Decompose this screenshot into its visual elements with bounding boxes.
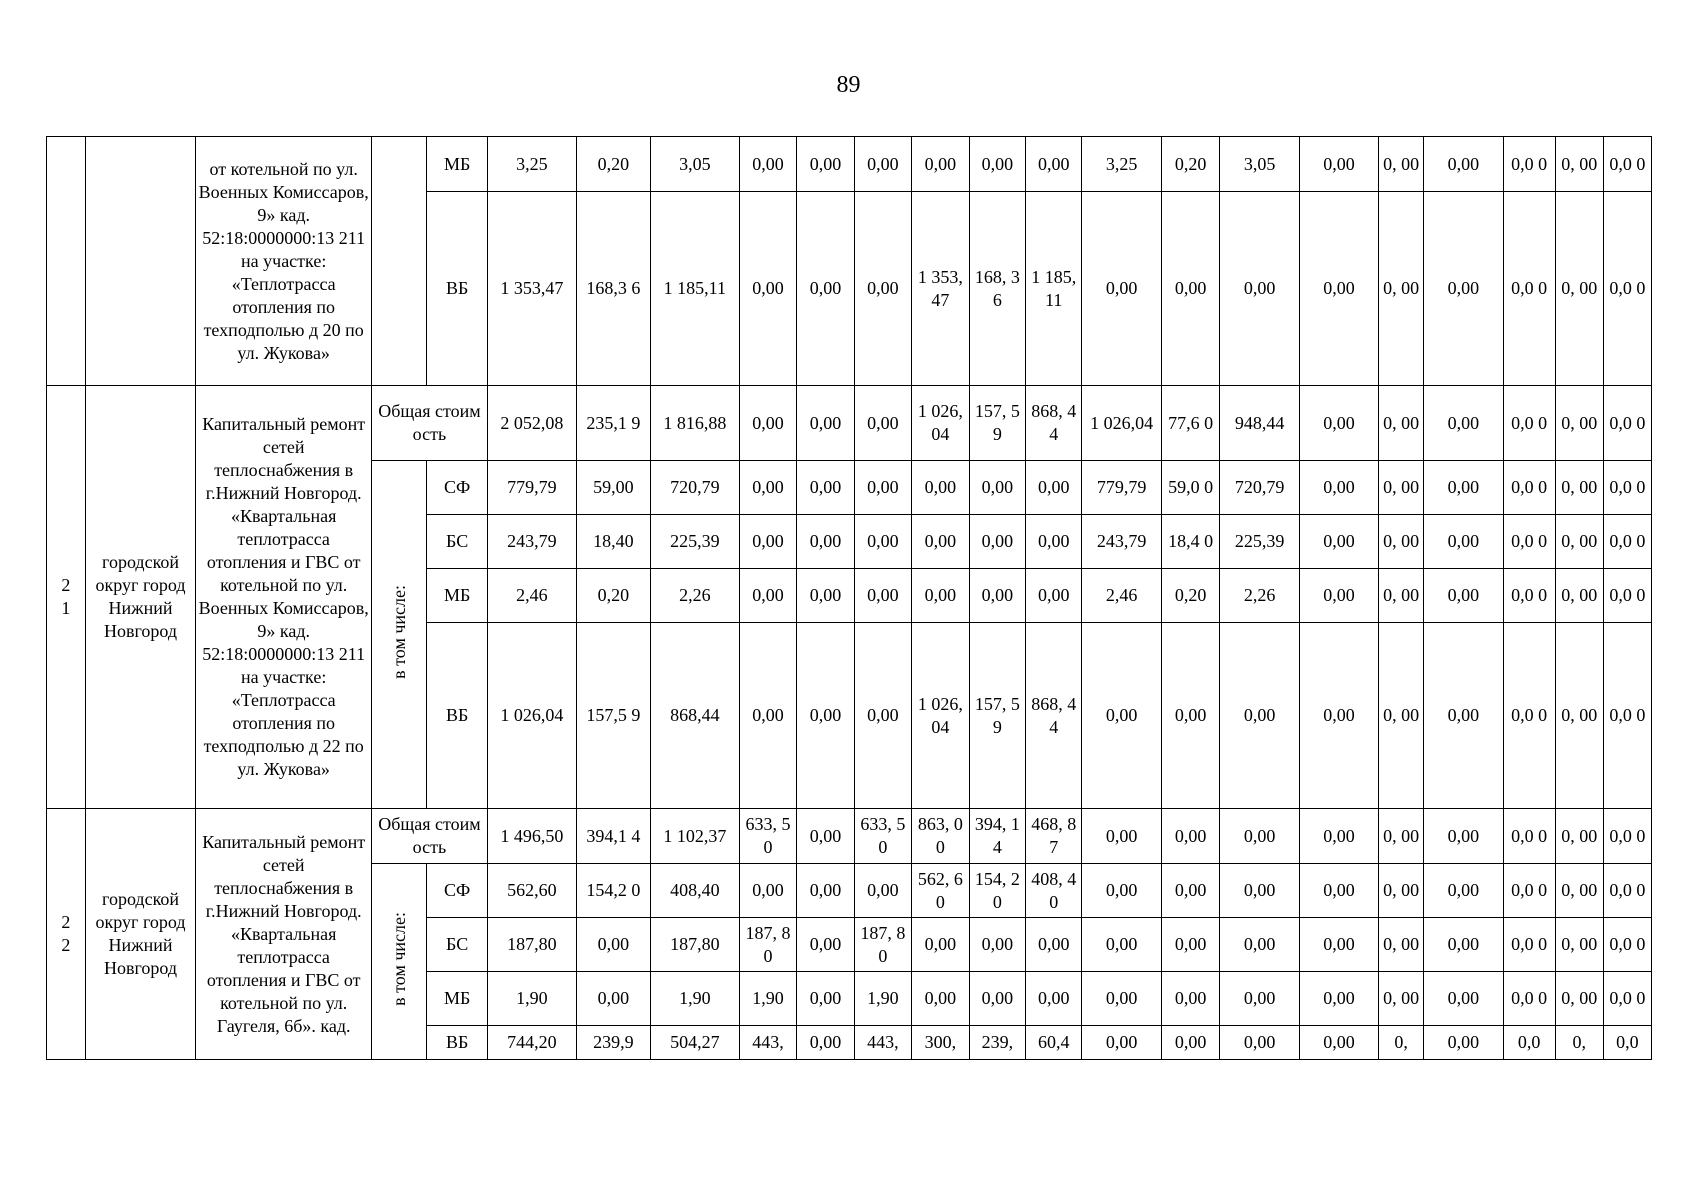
value-cell: 0, 00	[1379, 569, 1424, 623]
value-cell: 0,20	[576, 569, 650, 623]
value-cell: 868,44	[650, 623, 739, 809]
value-cell: 0,00	[969, 461, 1025, 515]
value-cell: 720,79	[1220, 461, 1299, 515]
value-cell: 0,00	[1299, 569, 1378, 623]
value-cell: 0,00	[1220, 809, 1299, 864]
value-cell: 0,0 0	[1603, 809, 1651, 864]
value-cell: 0,00	[1161, 192, 1220, 386]
value-cell: 0,00	[1161, 918, 1220, 972]
value-cell: 0,00	[854, 623, 911, 809]
value-cell: 1,90	[739, 972, 796, 1026]
value-cell: 0, 00	[1379, 864, 1424, 918]
value-cell: 0, 00	[1379, 809, 1424, 864]
value-cell: 1 026, 04	[912, 386, 969, 461]
value-cell: 59,00	[576, 461, 650, 515]
value-cell: 0,20	[576, 137, 650, 192]
value-cell: 0,00	[1424, 515, 1503, 569]
value-cell: 0,00	[797, 864, 854, 918]
value-cell: 633, 50	[739, 809, 796, 864]
value-cell: 2,26	[1220, 569, 1299, 623]
value-cell: 0,0 0	[1603, 972, 1651, 1026]
value-cell: 187, 80	[739, 918, 796, 972]
value-cell: 0,00	[1026, 461, 1082, 515]
value-cell: 0,	[1555, 1026, 1603, 1060]
value-cell: 0,00	[969, 137, 1025, 192]
value-cell: 0,00	[912, 972, 969, 1026]
value-cell: 468, 87	[1026, 809, 1082, 864]
value-cell: 0,0 0	[1603, 192, 1651, 386]
value-cell: 1 185, 11	[1026, 192, 1082, 386]
value-cell: 0,00	[576, 972, 650, 1026]
value-cell: 863, 00	[912, 809, 969, 864]
value-cell: 868, 44	[1026, 386, 1082, 461]
value-cell: 0,00	[1220, 1026, 1299, 1060]
value-cell: 0,00	[1424, 386, 1503, 461]
value-cell: 3,25	[1082, 137, 1161, 192]
value-cell: 0,00	[1424, 918, 1503, 972]
incl-cell	[371, 137, 426, 386]
funding-source-label: БС	[427, 515, 488, 569]
value-cell: 3,05	[650, 137, 739, 192]
value-cell: 0, 00	[1555, 386, 1603, 461]
value-cell: 443,	[739, 1026, 796, 1060]
value-cell: 0,00	[739, 192, 796, 386]
value-cell: 0,00	[1082, 1026, 1161, 1060]
value-cell: 0,00	[797, 515, 854, 569]
municipality-cell: городской округ город Нижний Новгород	[85, 809, 196, 1060]
value-cell: 0,0 0	[1503, 918, 1555, 972]
value-cell: 0, 00	[1555, 137, 1603, 192]
value-cell: 2,26	[650, 569, 739, 623]
value-cell: 0,00	[1299, 192, 1378, 386]
value-cell: 1 185,11	[650, 192, 739, 386]
value-cell: 0,00	[1424, 809, 1503, 864]
funding-source-label: МБ	[427, 972, 488, 1026]
value-cell: 1,90	[854, 972, 911, 1026]
project-description: Капитальный ремонт сетей теплоснабжения в г.Нижний Новгород. «Квартальная теплотрасса отопления и ГВС от котельной по ул. Гаугеля, 6б». кад.	[196, 809, 372, 1060]
value-cell: 187,80	[487, 918, 576, 972]
value-cell: 0,00	[1299, 1026, 1378, 1060]
value-cell: 0,20	[1161, 137, 1220, 192]
table-row	[47, 809, 1652, 864]
value-cell: 0,00	[797, 137, 854, 192]
value-cell: 0,0 0	[1603, 386, 1651, 461]
value-cell: 0,00	[1026, 972, 1082, 1026]
value-cell: 0,00	[1220, 864, 1299, 918]
value-cell: 0,00	[1161, 1026, 1220, 1060]
value-cell: 562, 60	[912, 864, 969, 918]
value-cell: 0,00	[797, 569, 854, 623]
value-cell: 0,00	[1082, 864, 1161, 918]
table-row	[47, 137, 1652, 192]
value-cell: 1,90	[487, 972, 576, 1026]
value-cell: 0,00	[854, 386, 911, 461]
value-cell: 0,00	[1082, 918, 1161, 972]
value-cell: 0, 00	[1555, 192, 1603, 386]
value-cell: 394, 14	[969, 809, 1025, 864]
value-cell: 948,44	[1220, 386, 1299, 461]
value-cell: 868, 44	[1026, 623, 1082, 809]
value-cell: 744,20	[487, 1026, 576, 1060]
value-cell: 0,00	[1026, 918, 1082, 972]
funding-source-label: МБ	[427, 569, 488, 623]
value-cell: 239,9	[576, 1026, 650, 1060]
value-cell: 0,0	[1503, 1026, 1555, 1060]
value-cell: 0, 00	[1555, 972, 1603, 1026]
value-cell: 1,90	[650, 972, 739, 1026]
funding-source-label: ВБ	[427, 192, 488, 386]
value-cell: 1 496,50	[487, 809, 576, 864]
value-cell: 0,0 0	[1503, 809, 1555, 864]
municipality-cell: городской округ город Нижний Новгород	[85, 386, 196, 809]
value-cell: 0,00	[1424, 569, 1503, 623]
value-cell: 0,00	[1424, 623, 1503, 809]
value-cell: 0,0 0	[1503, 569, 1555, 623]
value-cell: 168,3 6	[576, 192, 650, 386]
value-cell: 59,0 0	[1161, 461, 1220, 515]
value-cell: 0,0 0	[1503, 864, 1555, 918]
value-cell: 0,00	[1220, 918, 1299, 972]
value-cell: 0,00	[576, 918, 650, 972]
table-row	[47, 386, 1652, 461]
value-cell: 0,0 0	[1503, 972, 1555, 1026]
value-cell: 0,0 0	[1603, 515, 1651, 569]
incl-label-cell	[371, 864, 426, 1060]
project-description: от котельной по ул. Военных Комиссаров, 9» кад. 52:18:0000000:13 211 на участке: «Теплотрасса отопления по техподполью д 20 по ул. Жукова»	[196, 137, 372, 386]
value-cell: 0,00	[739, 461, 796, 515]
value-cell: 0,00	[1161, 623, 1220, 809]
value-cell: 504,27	[650, 1026, 739, 1060]
value-cell: 0,00	[912, 569, 969, 623]
value-cell: 0,00	[739, 137, 796, 192]
value-cell: 0,00	[1026, 569, 1082, 623]
value-cell: 0,00	[739, 864, 796, 918]
value-cell: 0,00	[797, 809, 854, 864]
value-cell: 0, 00	[1379, 972, 1424, 1026]
value-cell: 0,00	[1424, 192, 1503, 386]
value-cell: 0,20	[1161, 569, 1220, 623]
value-cell: 0,00	[1424, 461, 1503, 515]
value-cell: 0,00	[1220, 192, 1299, 386]
value-cell: 0,00	[912, 137, 969, 192]
row-number-cell	[47, 137, 86, 386]
value-cell: 243,79	[487, 515, 576, 569]
value-cell: 0, 00	[1379, 918, 1424, 972]
value-cell: 0,00	[854, 137, 911, 192]
value-cell: 0,00	[854, 192, 911, 386]
value-cell: 779,79	[487, 461, 576, 515]
value-cell: 408, 40	[1026, 864, 1082, 918]
value-cell: 0,00	[912, 461, 969, 515]
value-cell: 0,0 0	[1603, 461, 1651, 515]
value-cell: 0,00	[1424, 137, 1503, 192]
value-cell: 0,0 0	[1603, 137, 1651, 192]
value-cell: 168, 36	[969, 192, 1025, 386]
funding-source-label: ВБ	[427, 1026, 488, 1060]
value-cell: 0,0 0	[1603, 569, 1651, 623]
value-cell: 1 816,88	[650, 386, 739, 461]
funding-source-label: СФ	[427, 864, 488, 918]
value-cell: 0, 00	[1555, 918, 1603, 972]
value-cell: 0,0 0	[1503, 386, 1555, 461]
value-cell: 0,00	[969, 972, 1025, 1026]
value-cell: 0,00	[1082, 623, 1161, 809]
value-cell: 187,80	[650, 918, 739, 972]
value-cell: 408,40	[650, 864, 739, 918]
value-cell: 0, 00	[1379, 386, 1424, 461]
funding-source-label: ВБ	[427, 623, 488, 809]
value-cell: 0,00	[854, 461, 911, 515]
value-cell: 0,00	[739, 569, 796, 623]
total-cost-label: Общая стоимость	[371, 809, 487, 864]
value-cell: 1 353, 47	[912, 192, 969, 386]
value-cell: 2 052,08	[487, 386, 576, 461]
value-cell: 0,00	[854, 864, 911, 918]
value-cell: 77,6 0	[1161, 386, 1220, 461]
value-cell: 3,25	[487, 137, 576, 192]
value-cell: 779,79	[1082, 461, 1161, 515]
value-cell: 0,0 0	[1603, 864, 1651, 918]
value-cell: 394,1 4	[576, 809, 650, 864]
value-cell: 3,05	[1220, 137, 1299, 192]
value-cell: 633, 50	[854, 809, 911, 864]
value-cell: 1 026,04	[1082, 386, 1161, 461]
value-cell: 300,	[912, 1026, 969, 1060]
value-cell: 0,0 0	[1603, 918, 1651, 972]
value-cell: 0,00	[1299, 918, 1378, 972]
row-number-cell: 2 2	[47, 809, 86, 1060]
value-cell: 0,00	[1161, 809, 1220, 864]
value-cell: 1 026,04	[487, 623, 576, 809]
value-cell: 0,00	[1220, 623, 1299, 809]
funding-source-label: БС	[427, 918, 488, 972]
value-cell: 0,0 0	[1603, 623, 1651, 809]
value-cell: 0,0 0	[1503, 137, 1555, 192]
value-cell: 0,00	[1082, 809, 1161, 864]
value-cell: 0, 00	[1555, 461, 1603, 515]
value-cell: 0,00	[1299, 864, 1378, 918]
value-cell: 0,0 0	[1503, 461, 1555, 515]
value-cell: 0, 00	[1379, 461, 1424, 515]
value-cell: 0,00	[854, 569, 911, 623]
value-cell: 0,00	[1299, 386, 1378, 461]
value-cell: 157,5 9	[576, 623, 650, 809]
value-cell: 0,00	[797, 972, 854, 1026]
value-cell: 0,00	[797, 1026, 854, 1060]
value-cell: 0,00	[912, 918, 969, 972]
value-cell: 225,39	[650, 515, 739, 569]
value-cell: 0, 00	[1555, 515, 1603, 569]
value-cell: 2,46	[487, 569, 576, 623]
value-cell: 0,00	[797, 918, 854, 972]
value-cell: 154, 20	[969, 864, 1025, 918]
value-cell: 0,00	[1299, 137, 1378, 192]
budget-table	[46, 136, 1652, 1060]
value-cell: 720,79	[650, 461, 739, 515]
value-cell: 0,0	[1603, 1026, 1651, 1060]
value-cell: 0,00	[797, 461, 854, 515]
value-cell: 0,00	[1299, 515, 1378, 569]
value-cell: 1 353,47	[487, 192, 576, 386]
value-cell: 0,00	[1299, 461, 1378, 515]
value-cell: 0, 00	[1379, 515, 1424, 569]
value-cell: 0, 00	[1555, 864, 1603, 918]
value-cell: 0,00	[1220, 972, 1299, 1026]
value-cell: 0,00	[969, 569, 1025, 623]
value-cell: 0,00	[797, 386, 854, 461]
value-cell: 225,39	[1220, 515, 1299, 569]
value-cell: 2,46	[1082, 569, 1161, 623]
value-cell: 0,00	[739, 515, 796, 569]
municipality-cell	[85, 137, 196, 386]
value-cell: 0,0 0	[1503, 623, 1555, 809]
value-cell: 0,00	[739, 623, 796, 809]
value-cell: 0, 00	[1379, 137, 1424, 192]
value-cell: 0, 00	[1555, 809, 1603, 864]
value-cell: 0,00	[1424, 1026, 1503, 1060]
value-cell: 239,	[969, 1026, 1025, 1060]
value-cell: 0,	[1379, 1026, 1424, 1060]
value-cell: 0,00	[1082, 972, 1161, 1026]
value-cell: 235,1 9	[576, 386, 650, 461]
value-cell: 243,79	[1082, 515, 1161, 569]
value-cell: 0,00	[1161, 972, 1220, 1026]
value-cell: 0,00	[1299, 809, 1378, 864]
value-cell: 0,00	[1424, 864, 1503, 918]
value-cell: 0,00	[1424, 972, 1503, 1026]
value-cell: 562,60	[487, 864, 576, 918]
incl-label-cell	[371, 461, 426, 809]
value-cell: 18,40	[576, 515, 650, 569]
value-cell: 0,00	[1026, 137, 1082, 192]
page-number: 89	[836, 72, 861, 98]
value-cell: 157, 59	[969, 386, 1025, 461]
value-cell: 0, 00	[1555, 569, 1603, 623]
value-cell: 154,2 0	[576, 864, 650, 918]
row-number-cell: 2 1	[47, 386, 86, 809]
value-cell: 0, 00	[1379, 623, 1424, 809]
value-cell: 0,00	[969, 515, 1025, 569]
budget-table-body	[47, 137, 1652, 1060]
value-cell: 0,00	[1082, 192, 1161, 386]
incl-label: в том числе:	[388, 584, 409, 679]
project-description: Капитальный ремонт сетей теплоснабжения в г.Нижний Новгород. «Квартальная теплотрасса отопления и ГВС от котельной по ул. Военных Комиссаров, 9» кад. 52:18:0000000:13 211 на участке: «Теплотрасса отопления по техподполью д 22 по ул. Жукова»	[196, 386, 372, 809]
value-cell: 18,4 0	[1161, 515, 1220, 569]
value-cell: 0,0 0	[1503, 515, 1555, 569]
value-cell: 60,4	[1026, 1026, 1082, 1060]
value-cell: 0,00	[969, 918, 1025, 972]
incl-label: в том числе:	[388, 911, 409, 1006]
value-cell: 0,00	[912, 515, 969, 569]
value-cell: 187, 80	[854, 918, 911, 972]
value-cell: 0,00	[1299, 623, 1378, 809]
value-cell: 443,	[854, 1026, 911, 1060]
value-cell: 1 026, 04	[912, 623, 969, 809]
value-cell: 0,00	[1161, 864, 1220, 918]
value-cell: 157, 59	[969, 623, 1025, 809]
value-cell: 0,00	[1026, 515, 1082, 569]
value-cell: 0, 00	[1379, 192, 1424, 386]
value-cell: 0,00	[797, 192, 854, 386]
value-cell: 1 102,37	[650, 809, 739, 864]
value-cell: 0,00	[1299, 972, 1378, 1026]
value-cell: 0, 00	[1555, 623, 1603, 809]
value-cell: 0,00	[797, 623, 854, 809]
total-cost-label: Общая стоимость	[371, 386, 487, 461]
funding-source-label: СФ	[427, 461, 488, 515]
value-cell: 0,0 0	[1503, 192, 1555, 386]
funding-source-label: МБ	[427, 137, 488, 192]
value-cell: 0,00	[854, 515, 911, 569]
value-cell: 0,00	[739, 386, 796, 461]
